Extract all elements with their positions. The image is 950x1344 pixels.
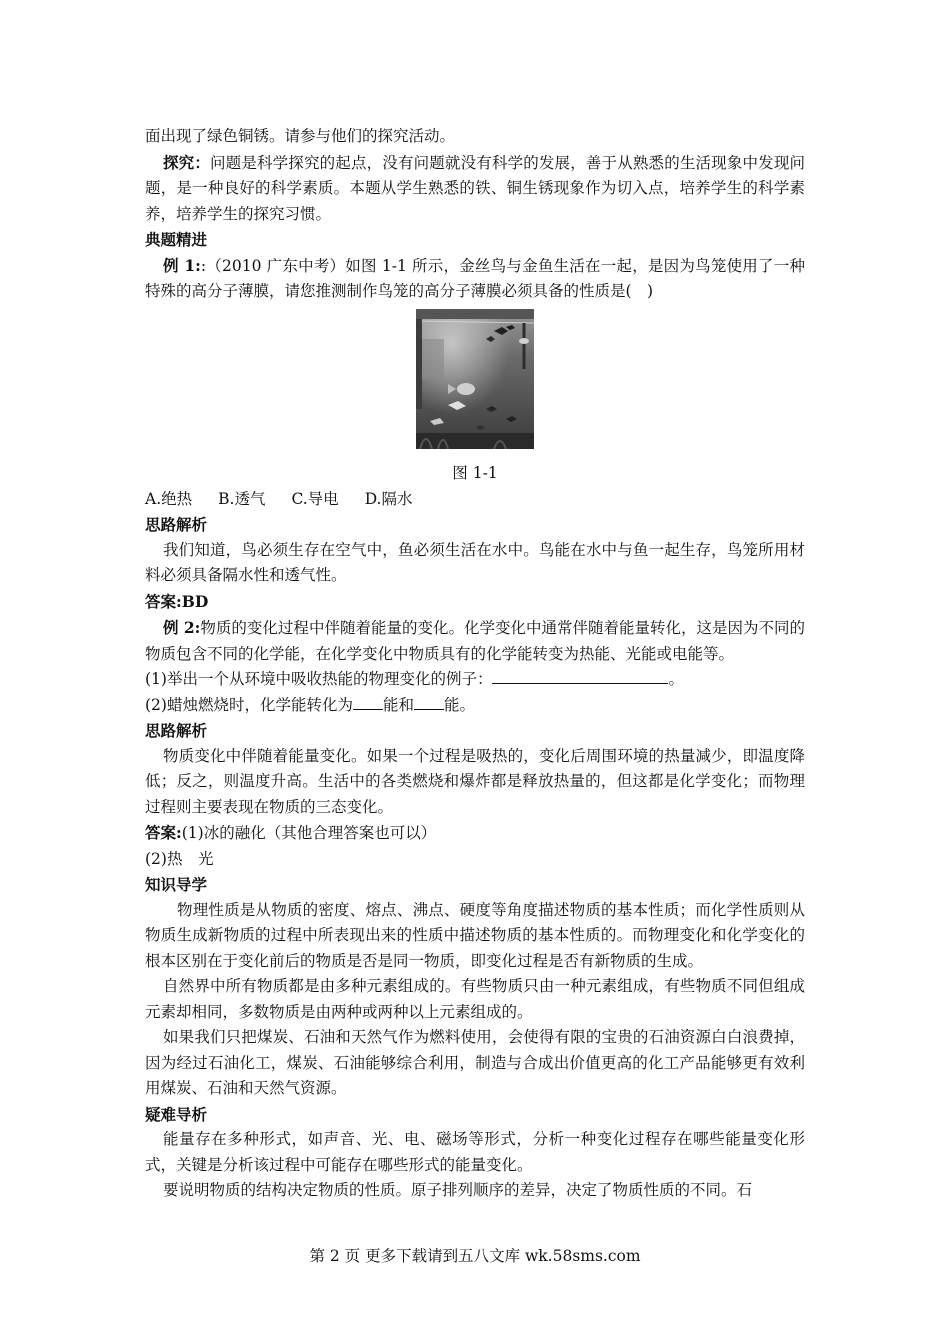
zhishi-paragraph-1: 物理性质是从物质的密度、熔点、沸点、硬度等角度描述物质的基本性质；而化学性质则从物质生成新物质的过程中所表现出来的性质中描述物质的基本性质的。而物理变化和化学变化的根本区别在于变化前后的物质是否是同一物质，即变化过程是否有新物质的生成。: [145, 900, 805, 970]
example2-q2: [145, 693, 805, 719]
example2-answer-label: 答案:: [145, 823, 182, 842]
answer-blank-1: [492, 667, 668, 684]
explore-text: 问题是科学探究的起点，没有问题就没有科学的发展，善于从熟悉的生活现象中发现问题，是一种良好的科学素质。本题从学生熟悉的铁、铜生锈现象作为切入点，培养学生的科学素养，培养学生的探究习惯。: [145, 153, 805, 223]
example1-options: [145, 487, 805, 513]
option-a: A.绝热: [145, 489, 193, 508]
example1-answer-label: 答案:: [145, 591, 182, 611]
example1-analysis: 我们知道，鸟必须生存在空气中，鱼必须生活在水中。鸟能在水中与鱼一起生存，鸟笼所用材料必须具备隔水性和透气性。: [145, 540, 805, 584]
yinan-paragraph-2: 要说明物质的结构决定物质的性质。原子排列顺序的差异，决定了物质性质的不同。石: [163, 1181, 753, 1199]
figure-caption: 图 1-1: [452, 464, 498, 482]
example2-q2-suffix: 能。: [443, 695, 475, 714]
yinan-paragraph-1: 能量存在多种形式，如声音、光、电、磁场等形式，分析一种变化过程存在哪些能量变化形式，关键是分析该过程中可能存在哪些形式的能量变化。: [145, 1130, 805, 1174]
example2-q1-suffix: 。: [668, 670, 684, 688]
explore-label: 探究：: [163, 152, 210, 172]
zhishi-paragraph-3: 如果我们只把煤炭、石油和天然气作为燃料使用，会使得有限的宝贵的石油资源白白浪费掉，因为经过石油化工，煤炭、石油能够综合利用，制造与合成出价值更高的化工产品能够更有效利用煤炭、石油和天然气资源。: [145, 1028, 805, 1097]
aquarium-photo: [416, 309, 534, 449]
section-heading-dianti: 典题精进: [145, 230, 208, 249]
page-content: [145, 124, 805, 1204]
answer-blank-3: [414, 693, 444, 710]
page-footer: 第 2 页 更多下载请到五八文库 wk.58sms.com: [309, 1247, 641, 1265]
zhishi-paragraph-2: 自然界中所有物质都是由多种元素组成的。有些物质只由一种元素组成，有些物质不同但组成元素却相同，多数物质是由两种或两种以上元素组成的。: [145, 977, 805, 1021]
example2-question: [145, 615, 805, 667]
example1-question: [145, 253, 805, 305]
example1-text: :（2010 广东中考）如图 1-1 所示，金丝鸟与金鱼生活在一起，是因为鸟笼使用了一种特殊的高分子薄膜，请您推测制作鸟笼的高分子薄膜必须具备的性质是( ): [145, 256, 805, 300]
option-b: B.透气: [218, 489, 266, 508]
example1-answer: [145, 589, 805, 616]
example2-analysis-heading: 思路解析: [145, 721, 208, 740]
intro-end-paragraph: 面出现了绿色铜锈。请参与他们的探究活动。: [145, 127, 456, 145]
example2-answer2: (2)热 光: [145, 849, 214, 868]
example2-q2-mid: 能和: [382, 695, 414, 714]
example2-q2-prefix: (2)蜡烛燃烧时，化学能转化为: [145, 695, 353, 714]
example2-text: 物质的变化过程中伴随着能量的变化。化学变化中通常伴随着能量转化，这是因为不同的物质包含不同的化学能，在化学变化中物质具有的化学能转变为热能、光能或电能等。: [145, 619, 805, 663]
example1-label: 例 1:: [163, 255, 201, 275]
example2-answer1-text: (1)冰的融化（其他合理答案也可以）: [181, 824, 437, 842]
option-c: C.导电: [291, 489, 339, 508]
example2-q1-prefix: (1)举出一个从环境中吸收热能的物理变化的例子：: [145, 670, 493, 688]
section-heading-yinan: 疑难导析: [145, 1104, 208, 1124]
figure-1-1: [145, 309, 805, 487]
section-heading-zhishi: 知识导学: [145, 875, 208, 894]
example2-q1: [145, 667, 805, 693]
example1-analysis-heading: 思路解析: [145, 515, 208, 534]
explore-paragraph: [145, 150, 805, 228]
example1-answer-value: BD: [181, 591, 209, 611]
answer-blank-2: [353, 693, 383, 710]
example2-answer1: [145, 820, 805, 847]
example2-analysis: 物质变化中伴随着能量变化。如果一个过程是吸热的，变化后周围环境的热量减少，即温度降低；反之，则温度升高。生活中的各类燃烧和爆炸都是释放热量的，但这都是化学变化；而物理过程则主要表现在物质的三态变化。: [145, 746, 805, 816]
option-d: D.隔水: [364, 489, 413, 508]
example2-label: 例 2:: [163, 618, 201, 637]
